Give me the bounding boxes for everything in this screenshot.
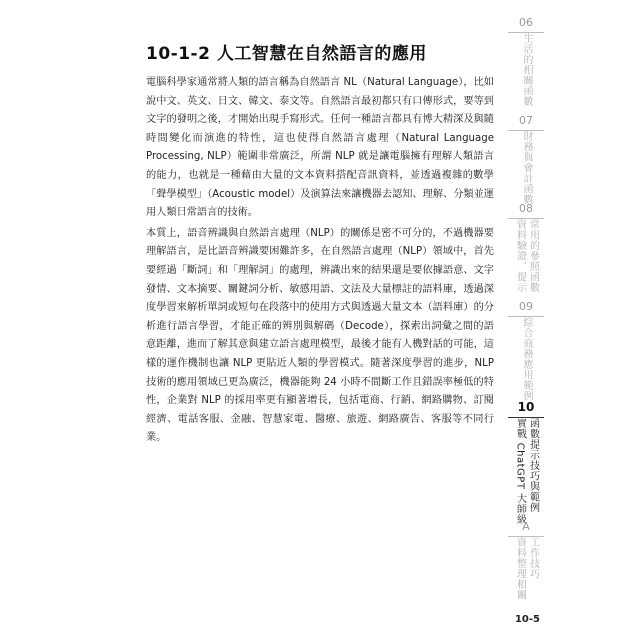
chapter-number: 10 xyxy=(517,400,535,414)
chapter-tab-10[interactable] xyxy=(504,400,548,525)
chapter-tab-09[interactable] xyxy=(504,300,548,400)
chapter-title-line-2: 資料驗證、提示 xyxy=(514,219,526,293)
page-number: 10-5 xyxy=(514,614,540,625)
tab-divider xyxy=(508,32,544,33)
chapter-tab-06[interactable] xyxy=(504,16,548,114)
tab-divider xyxy=(508,218,544,219)
chapter-title-line-2: 實戰 ChatGPT 大師級 xyxy=(514,418,526,525)
chapter-number: 09 xyxy=(519,300,533,313)
tab-divider xyxy=(508,316,544,317)
section-title: 10-1-2 人工智慧在自然語言的應用 xyxy=(146,44,427,64)
paragraph-2: 本質上，語音辨識與自然語言處理（NLP）的關係是密不可分的，不過機器要理解語言，是比語音辨識要困難許多，在自然語言處理（NLP）領域中，首先要經過「斷詞」和「理解詞」的處理，辨識出來的結果還是要依據語意、文字發情、文本摘要、關鍵詞分析、敏感用語、文法及大量標註的語料庫，透過深度學習來解析單詞或短句在段落中的使用方式與透過大量文本（語料庫）的分析進行語言學習，才能正確的辨別與解碼（Decode），探索出詞彙之間的語意距離，進而了解其意與建立語言處理模型，最後才能有人機對話的可能，這樣的運作機制也讓 NLP 更貼近人類的學習模式。隨著深度學習的進步，NLP 技術的應用領域已更為廣泛，機器能夠 24 小時不間斷工作且錯誤率極低的特性，企業對 NLP 的採用率更有顯著增長，包括電商、行銷、網路購物、訂閱經濟、電話客服、金融、智慧家電、醫療、旅遊、網路廣告、客服等不同行業。 xyxy=(146,227,494,444)
chapter-tab-08[interactable] xyxy=(504,202,548,300)
chapter-tab-A[interactable] xyxy=(504,520,548,600)
chapter-title-line-1: 函數提示技巧與範例 xyxy=(527,418,539,513)
chapter-number: 07 xyxy=(519,114,533,127)
chapter-title-line-1: 常用的參照函數 xyxy=(527,219,539,293)
body-text xyxy=(146,74,494,448)
tab-divider xyxy=(508,130,544,131)
chapter-title-line-2: 資料整理相關 xyxy=(514,537,526,600)
tab-divider xyxy=(508,536,544,537)
chapter-number: A xyxy=(522,520,530,533)
chapter-title: 財務與會計函數 xyxy=(521,131,532,205)
chapter-title-line-1: 工作技巧 xyxy=(527,537,539,579)
paragraph-1: 電腦科學家通常將人類的語言稱為自然語言 NL（Natural Language），比如說中文、英文、日文、韓文、泰文等。自然語言最初都只有口傳形式，要等到文字的發明之後，才開始出現手寫形式。任何一種語言都具有博大精深及與隨時間變化而演進的特性，這也使得自然語言處理（Natural Language Processing, NLP）範圍非常廣泛，所謂 NLP 就是讓電腦擁有理解人類語言的能力，也就是一種藉由大量的文本資料搭配音訊資料，並透過複雜的數學「聲學模型」（Acoustic model）及演算法來讓機器去認知、理解、分類並運用人類日常語言的技術。 xyxy=(146,77,494,219)
chapter-title: 生活的相關函數 xyxy=(521,33,532,107)
tab-divider xyxy=(508,417,544,418)
chapter-number: 06 xyxy=(519,16,533,29)
chapter-number: 08 xyxy=(519,202,533,215)
chapter-tab-07[interactable] xyxy=(504,114,548,205)
chapter-side-tabs xyxy=(504,16,548,600)
chapter-title: 綜合商務應用範例 xyxy=(521,317,532,401)
